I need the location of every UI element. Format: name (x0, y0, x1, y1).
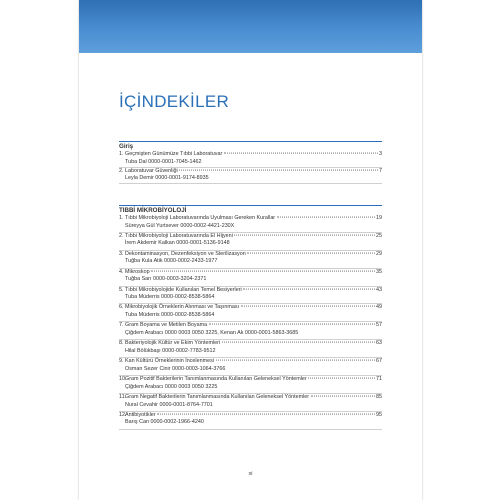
page-number: xi (248, 471, 253, 477)
dot-leader (234, 234, 374, 235)
toc-entry-title: Dekontaminasyon, Dezenfeksiyon ve Sterilizasyon (125, 250, 246, 257)
toc-entry-line (119, 251, 382, 259)
toc-entry-line (119, 358, 382, 366)
toc-entry (119, 151, 382, 168)
toc-entry-author: Leyla Demir 0000-0001-9174-8935 (125, 175, 209, 182)
toc-entry-page: 71 (376, 376, 382, 383)
toc-entry-page: 85 (376, 393, 382, 400)
dot-leader (277, 217, 375, 218)
toc-entry-author: Çiğdem Arabacı 0000 0003 0050 3225 (125, 383, 218, 390)
toc-entry-number: 9. (119, 358, 124, 365)
toc-entry-line (119, 287, 382, 295)
toc-entry-author: Barış Can 0000-0002-1966-4240 (125, 419, 204, 426)
toc-entry-line (119, 394, 382, 402)
toc-entry-page: 29 (376, 250, 382, 257)
toc-entry-page: 43 (376, 286, 382, 293)
toc-entry-author: Tuğba Kula Atik 0000-0002-2433-1977 (125, 258, 218, 265)
section-tibbi-mikrobiyoloji (119, 205, 382, 430)
toc-entry-line (119, 376, 382, 384)
toc-entry (119, 412, 382, 430)
toc-entry-author: Nural Cevahir 0000-0001-8764-7701 (125, 401, 213, 408)
dot-leader (209, 324, 375, 325)
toc-entry-page: 19 (376, 215, 382, 221)
toc-entry (119, 376, 382, 394)
toc-entry-title: Bakteriyolojik Kültür ve Ekim Yöntemleri (125, 340, 221, 347)
toc-entry-number: 7. (119, 322, 124, 329)
toc-entry (119, 394, 382, 412)
toc-entry (119, 215, 382, 233)
toc-entry-title: Tıbbi Mikrobiyolojide Kullanılan Temel Besiyerleri (125, 286, 242, 293)
entry-divider (119, 429, 382, 430)
dot-leader (179, 169, 377, 170)
toc-entry (119, 287, 382, 305)
toc-entry-page: 63 (376, 340, 382, 347)
toc-entry-page: 49 (376, 304, 382, 311)
toc-entry-title: Gram Negatif Bakterilerin Tanımlanmasında Kullanılan Geleneksel Yöntemler (125, 393, 310, 400)
toc-entry-title: Tıbbi Mikrobiyoloji Laboratuvarında Uyulması Gereken Kurallar (125, 215, 276, 221)
toc-entry-line (119, 215, 382, 223)
toc-entry-author: Osman Sezer Cinir 0000-0003-1064-3766 (125, 365, 226, 372)
toc-entry-title: Mikroskop (125, 268, 150, 275)
dot-leader (241, 306, 375, 307)
toc-entry-page: 95 (376, 411, 382, 418)
dot-leader (216, 360, 375, 361)
dot-leader (247, 252, 374, 253)
toc-entry-title: Kan Kültürü Örneklerinin İncelenmesi (125, 358, 214, 365)
dot-leader (222, 342, 375, 343)
page-title: İÇİNDEKİLER (119, 92, 230, 111)
section-giris (119, 141, 382, 184)
toc-entry-title: Gram Boyama ve Metilen Boyama (125, 322, 208, 329)
toc-entry-title: Antibiyotikler (125, 411, 156, 418)
toc-entry-line (119, 151, 382, 159)
toc-entry (119, 358, 382, 376)
toc-entry-number: 4. (119, 268, 124, 275)
toc-entry-number: 3. (119, 250, 124, 257)
toc-entry-number: 2. (119, 232, 124, 239)
dot-leader (224, 153, 378, 154)
toc-entry-number: 1. (119, 215, 124, 221)
toc-entry-page: 35 (376, 268, 382, 275)
toc-entry-page: 25 (376, 232, 382, 239)
toc-entry-number: 10. (119, 376, 127, 383)
toc-entry-line (119, 304, 382, 312)
toc-entry-line (119, 340, 382, 348)
dot-leader (151, 270, 374, 271)
toc-entry-title: Laboratuvar Güvenliği (125, 167, 178, 174)
toc-entry (119, 322, 382, 340)
toc-entry-title: Mikrobiyolojik Örneklerin Alınması ve Taşınması (125, 304, 240, 311)
toc-entry-line (119, 269, 382, 277)
toc-entry-number: 1. (119, 151, 124, 157)
toc-entry (119, 168, 382, 185)
toc-entry-page: 57 (376, 322, 382, 329)
toc-entry (119, 340, 382, 358)
dot-leader (157, 413, 374, 414)
dot-leader (308, 378, 374, 379)
toc-entry-title: Tıbbi Mikrobiyoloji Laboratuvarında El Hijyeni (125, 232, 233, 239)
toc-entry-line (119, 412, 382, 420)
toc-entry (119, 251, 382, 269)
toc-entry-number: 5. (119, 286, 124, 293)
toc-entry-author: Hilal Bölükbaşı 0000-0002-7783-9512 (125, 347, 216, 354)
entry-divider (119, 183, 382, 184)
toc-entry (119, 233, 382, 251)
header-band (79, 0, 422, 53)
toc-entry-number: 8. (119, 340, 124, 347)
toc-entry-number: 12. (119, 411, 127, 418)
toc-entry-author: Tuba Dal 0000-0001-7045-1462 (125, 158, 202, 165)
toc-entry-author: İrem Akdemir Kalkan 0000-0001-5136-9148 (125, 240, 230, 247)
toc-entry-author: Tuba Müderris 0000-0002-8538-5864 (125, 294, 215, 301)
dot-leader (243, 288, 374, 289)
toc-entry-author: Tuba Müderris 0000-0002-8538-5864 (125, 312, 215, 319)
section-heading: TIBBİ MİKROBİYOLOJİ (119, 207, 187, 214)
toc-entry-author: Tuğba Sarı 0000-0003-3204-2371 (125, 276, 207, 283)
toc-entry-line (119, 322, 382, 330)
toc-entry (119, 304, 382, 322)
toc-entry-author: Süreyya Gül Yurtsever 0000-0002-4421-230X (125, 222, 235, 229)
toc-entry-number: 6. (119, 304, 124, 311)
dot-leader (311, 396, 375, 397)
toc-entry-line (119, 168, 382, 176)
toc-entry-page: 67 (376, 358, 382, 365)
toc-entry-number: 11. (119, 393, 127, 400)
book-page (79, 0, 422, 500)
toc-entry (119, 269, 382, 287)
toc-entry-author: Çiğdem Arabacı 0000 0003 0050 3225, Kenan Ak 0000-0001-5863-3685 (125, 329, 299, 336)
section-heading: Giriş (119, 143, 134, 150)
toc-entry-page: 7 (379, 167, 382, 174)
toc-entry-number: 2. (119, 167, 124, 174)
toc-entry-page: 3 (379, 151, 382, 157)
toc-entry-title: Gram Pozitif Bakterilerin Tanımlanmasında Kullanılan Geleneksel Yöntemler (125, 376, 307, 383)
toc-entry-title: Geçmişten Günümüze Tıbbi Laboratuvar (125, 151, 223, 157)
